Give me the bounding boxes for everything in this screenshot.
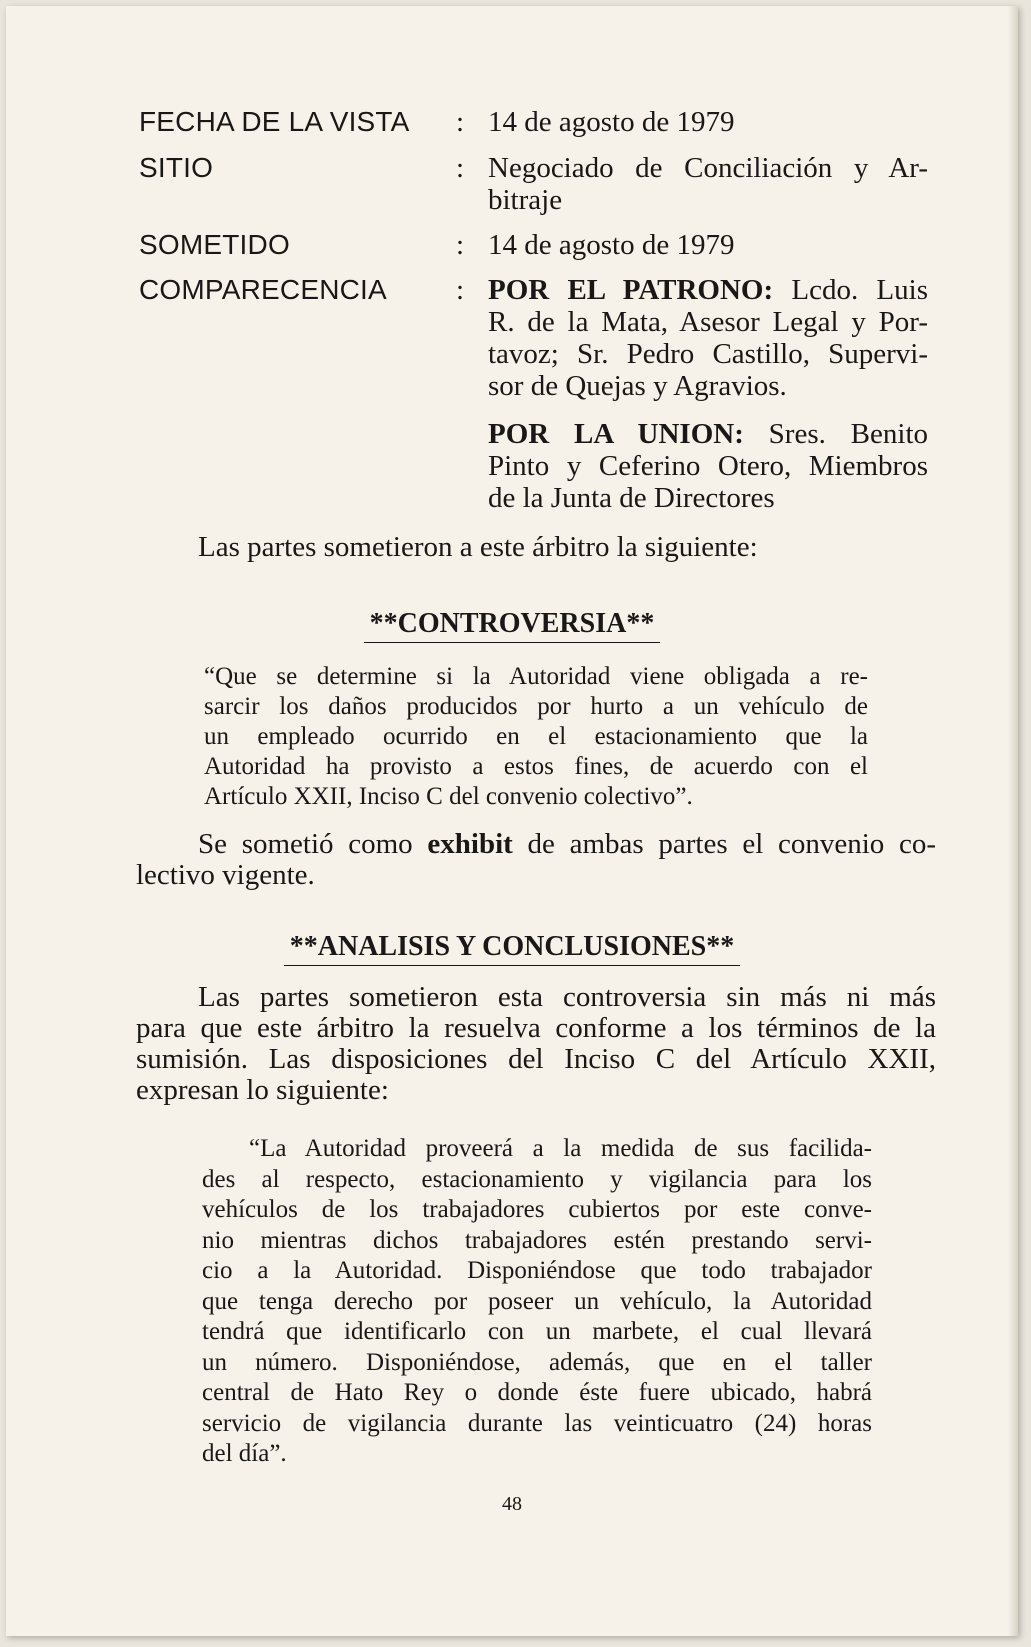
meta-value-line: sor de Quejas y Agravios. [488, 370, 787, 402]
meta-value-line: bitraje [488, 184, 563, 216]
intro-line: Las partes sometieron a este árbitro la siguiente: [198, 531, 758, 563]
meta-colon: : [456, 274, 465, 306]
meta-value-line: 14 de agosto de 1979 [488, 229, 735, 261]
intro-paragraph [198, 532, 758, 563]
meta-value-line: Negociado de Conciliación y Ar- [488, 152, 928, 184]
meta-value-line: 14 de agosto de 1979 [488, 106, 735, 138]
article-quote [202, 1134, 872, 1470]
quote-line: Artículo XXII, Inciso C del convenio colectivo”. [204, 783, 693, 810]
patrono-label: POR EL PATRONO: [488, 274, 774, 306]
article-line: cio a la Autoridad. Disponiéndose que todo trabajador [202, 1257, 872, 1284]
page-number: 48 [502, 1493, 522, 1515]
exhibit-text-before: Se sometió como [198, 828, 413, 860]
meta-value [488, 274, 928, 402]
article-line: vehículos de los trabajadores cubiertos por este conve- [202, 1196, 872, 1223]
meta-value [488, 418, 928, 514]
union-text: Sres. Benito [768, 418, 929, 450]
article-line: nio mientras dichos trabajadores estén prestando servi- [202, 1226, 872, 1254]
quote-line: Autoridad ha provisto a estos fines, de acuerdo con el [204, 753, 868, 780]
analisis-heading [6, 931, 1018, 966]
meta-label: COMPARECENCIA [139, 274, 387, 305]
controversia-heading [6, 608, 1018, 643]
meta-colon: : [456, 229, 465, 261]
article-line: central de Hato Rey o donde éste fuere ubicado, habrá [202, 1379, 872, 1406]
meta-colon: : [456, 106, 465, 138]
quote-line: un empleado ocurrido en el estacionamiento que la [204, 723, 868, 750]
quote-line: “Que se determine si la Autoridad viene obligada a re- [204, 663, 868, 690]
article-line: del día”. [202, 1440, 287, 1467]
analisis-line: expresan lo siguiente: [136, 1074, 389, 1106]
document-page [6, 6, 1018, 1636]
analisis-line: Las partes sometieron esta controversia sin más ni más [198, 981, 936, 1013]
meta-label: FECHA DE LA VISTA [139, 106, 410, 137]
meta-value-line: Pinto y Ceferino Otero, Miembros [488, 450, 928, 482]
analisis-heading-text: **ANALISIS Y CONCLUSIONES** [284, 931, 740, 966]
meta-colon: : [456, 152, 465, 184]
analisis-line: para que este árbitro la resuelva conforme a los términos de la [136, 1012, 936, 1044]
meta-value-line: de la Junta de Directores [488, 482, 775, 514]
union-label: POR LA UNION: [488, 418, 744, 450]
exhibit-line: lectivo vigente. [136, 859, 315, 891]
exhibit-text-after: de ambas partes el convenio co- [527, 828, 937, 860]
controversia-heading-text: **CONTROVERSIA** [364, 608, 661, 643]
meta-label: SOMETIDO [139, 229, 290, 260]
article-line: des al respecto, estacionamiento y vigilancia para los [202, 1165, 872, 1193]
article-line: que tenga derecho por poseer un vehículo, la Autoridad [202, 1287, 872, 1315]
quote-line: sarcir los daños producidos por hurto a un vehículo de [204, 693, 868, 720]
meta-value-line [488, 274, 928, 306]
exhibit-line [136, 829, 936, 860]
article-line: un número. Disponiéndose, además, que en el taller [202, 1348, 872, 1376]
article-line: tendrá que identificarlo con un marbete, el cual llevará [202, 1318, 872, 1345]
controversia-quote [204, 662, 868, 812]
meta-label: SITIO [139, 152, 214, 183]
meta-value-line: R. de la Mata, Asesor Legal y Por- [488, 306, 928, 338]
article-line: “La Autoridad proveerá a la medida de sus facilida- [249, 1135, 872, 1162]
analisis-paragraph [136, 982, 936, 1106]
meta-value [488, 229, 928, 261]
meta-value-line: tavoz; Sr. Pedro Castillo, Supervi- [488, 338, 928, 370]
analisis-line: sumisión. Las disposiciones del Inciso C del Artículo XXII, [136, 1043, 936, 1075]
article-line: servicio de vigilancia durante las veinticuatro (24) horas [202, 1409, 872, 1437]
page-edge-shadow [1008, 6, 1018, 1636]
patrono-text: Lcdo. Luis [791, 274, 928, 306]
exhibit-bold: exhibit [427, 828, 513, 860]
meta-value [488, 152, 928, 216]
meta-value [488, 106, 928, 138]
exhibit-paragraph [136, 829, 936, 891]
meta-value-line [488, 418, 928, 450]
